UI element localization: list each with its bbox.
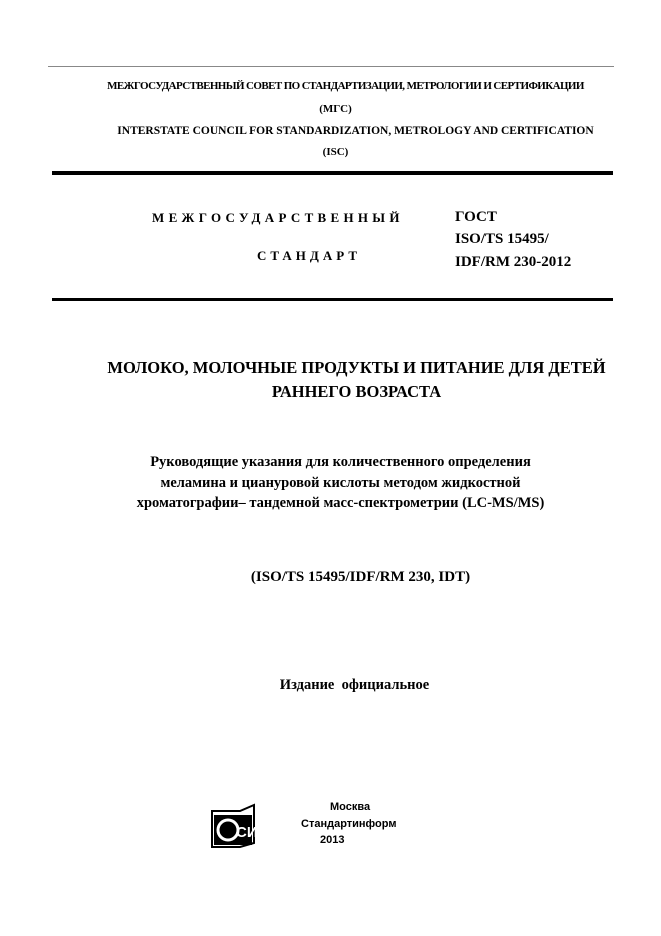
- council-ru-abbr: (МГС): [319, 103, 352, 115]
- title-line2: РАННЕГО ВОЗРАСТА: [271, 382, 442, 401]
- svg-text:СИ: СИ: [236, 824, 258, 841]
- thick-rule-bottom: [52, 298, 613, 301]
- subtitle-line2: меламина и циануровой кислоты методом жидкостной: [160, 475, 521, 491]
- subtitle-line3: хроматографии– тандемной масс-спектрометрии (LC-MS/MS): [136, 495, 545, 511]
- equivalence: (ISO/TS 15495/IDF/RM 230, IDT): [250, 569, 471, 585]
- publisher-logo: [210, 803, 258, 849]
- publisher-city: Москва: [330, 801, 371, 813]
- subtitle-line1: Руководящие указания для количественного определения: [150, 454, 531, 470]
- standard-code-line2: ISO/TS 15495/: [455, 231, 549, 247]
- title-line1: МОЛОКО, МОЛОЧНЫЕ ПРОДУКТЫ И ПИТАНИЕ ДЛЯ ДЕТЕЙ: [107, 358, 606, 377]
- standard-type-line1: МЕЖГОСУДАРСТВЕННЫЙ: [152, 210, 404, 225]
- top-thin-rule: [48, 66, 614, 67]
- publisher-year: 2013: [320, 834, 345, 846]
- council-ru: МЕЖГОСУДАРСТВЕННЫЙ СОВЕТ ПО СТАНДАРТИЗАЦИИ, МЕТРОЛОГИИ И СЕРТИФИКАЦИИ: [107, 80, 584, 92]
- publisher-name: Стандартинформ: [301, 818, 397, 830]
- council-en: INTERSTATE COUNCIL FOR STANDARDIZATION, METROLOGY AND CERTIFICATION: [117, 125, 594, 137]
- standard-code-line1: ГОСТ: [455, 209, 497, 225]
- standard-code-line3: IDF/RM 230-2012: [455, 254, 572, 270]
- edition-label: Издание официальное: [279, 677, 430, 693]
- standard-type-line2: СТАНДАРТ: [257, 248, 362, 263]
- thick-rule-top: [52, 171, 613, 175]
- council-en-abbr: (ISC): [322, 146, 349, 158]
